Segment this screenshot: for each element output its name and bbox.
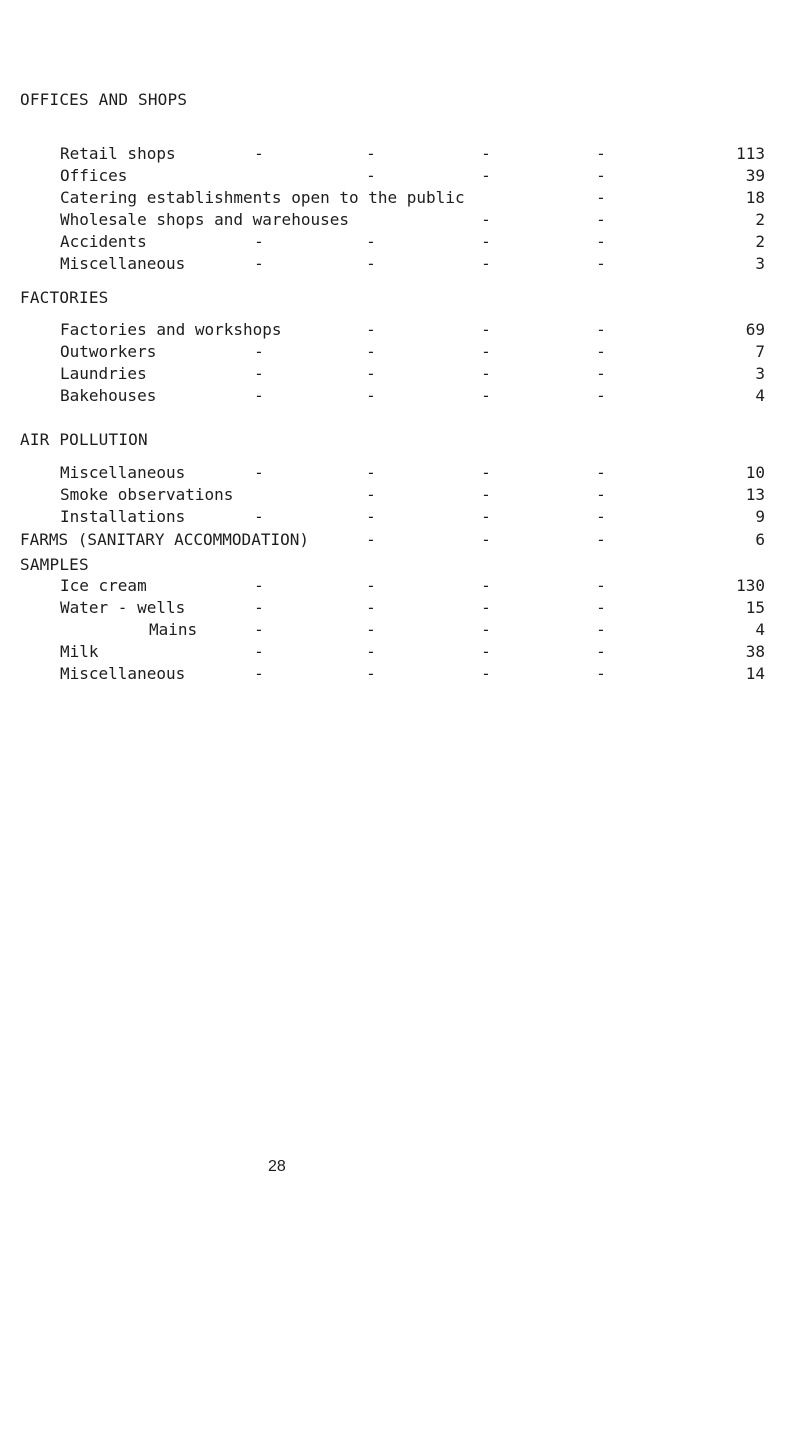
row-value: 4: [755, 386, 765, 405]
leader-dash: -: [254, 342, 264, 361]
leader-dash: -: [481, 576, 491, 595]
leader-dash: -: [481, 463, 491, 482]
list-item: [0, 210, 800, 230]
leader-dash: -: [254, 463, 264, 482]
leader-dash: -: [481, 166, 491, 185]
list-item: [0, 576, 800, 596]
leader-dash: -: [254, 386, 264, 405]
leader-dash: -: [254, 664, 264, 683]
leader-dash: -: [254, 144, 264, 163]
list-item: [0, 485, 800, 505]
list-item: [0, 254, 800, 274]
leader-dash: -: [481, 144, 491, 163]
leader-dash: -: [481, 507, 491, 526]
row-label: Water - wells: [60, 598, 186, 617]
leader-dash: -: [366, 620, 376, 639]
row-label: Miscellaneous: [60, 254, 186, 273]
row-label: Outworkers: [60, 342, 157, 361]
row-label: Offices: [60, 166, 128, 185]
leader-dash: -: [254, 364, 264, 383]
row-value: 7: [755, 342, 765, 361]
leader-dash: -: [596, 642, 606, 661]
row-label: Smoke observations: [60, 485, 234, 504]
leader-dash: -: [481, 232, 491, 251]
leader-dash: -: [481, 598, 491, 617]
leader-dash: -: [254, 254, 264, 273]
row-value: 3: [755, 254, 765, 273]
list-item: [0, 364, 800, 384]
row-label: Miscellaneous: [60, 664, 186, 683]
row-value: 18: [745, 188, 765, 207]
leader-dash: -: [596, 507, 606, 526]
leader-dash: -: [596, 188, 606, 207]
leader-dash: -: [366, 530, 376, 549]
row-label: Retail shops: [60, 144, 176, 163]
row-value: 4: [755, 620, 765, 639]
row-value: 14: [745, 664, 765, 683]
leader-dash: -: [596, 664, 606, 683]
leader-dash: -: [596, 342, 606, 361]
leader-dash: -: [366, 664, 376, 683]
leader-dash: -: [596, 530, 606, 549]
leader-dash: -: [366, 364, 376, 383]
leader-dash: -: [596, 386, 606, 405]
leader-dash: -: [596, 210, 606, 229]
leader-dash: -: [366, 642, 376, 661]
leader-dash: -: [366, 485, 376, 504]
leader-dash: -: [596, 485, 606, 504]
list-item: [0, 232, 800, 252]
list-item: [0, 166, 800, 186]
row-value: 38: [745, 642, 765, 661]
row-value: 15: [745, 598, 765, 617]
list-item: [0, 144, 800, 164]
row-value: 2: [755, 232, 765, 251]
leader-dash: -: [481, 320, 491, 339]
leader-dash: -: [366, 386, 376, 405]
row-label: Bakehouses: [60, 386, 157, 405]
row-value: 3: [755, 364, 765, 383]
leader-dash: -: [481, 386, 491, 405]
list-item: [0, 664, 800, 684]
row-label: Factories and workshops: [60, 320, 282, 339]
row-value: 39: [745, 166, 765, 185]
row-value: 6: [755, 530, 765, 549]
leader-dash: -: [366, 598, 376, 617]
row-label: Wholesale shops and warehouses: [60, 210, 349, 229]
row-label: Milk: [60, 642, 99, 661]
leader-dash: -: [366, 144, 376, 163]
page-number: 28: [268, 1158, 286, 1175]
list-item: [0, 342, 800, 362]
leader-dash: -: [254, 620, 264, 639]
leader-dash: -: [596, 166, 606, 185]
list-item: [0, 188, 800, 208]
row-value: 10: [745, 463, 765, 482]
leader-dash: -: [254, 576, 264, 595]
list-item: [0, 598, 800, 618]
row-label: Catering establishments open to the public: [60, 188, 465, 207]
leader-dash: -: [366, 232, 376, 251]
row-label: Installations: [60, 507, 186, 526]
leader-dash: -: [596, 364, 606, 383]
row-value: 130: [736, 576, 765, 595]
leader-dash: -: [366, 166, 376, 185]
leader-dash: -: [596, 463, 606, 482]
leader-dash: -: [254, 507, 264, 526]
leader-dash: -: [366, 507, 376, 526]
leader-dash: -: [366, 320, 376, 339]
section-heading-air-pollution: AIR POLLUTION: [20, 430, 148, 449]
list-item: [0, 507, 800, 527]
row-value: 2: [755, 210, 765, 229]
leader-dash: -: [366, 576, 376, 595]
leader-dash: -: [481, 642, 491, 661]
leader-dash: -: [254, 642, 264, 661]
leader-dash: -: [481, 664, 491, 683]
list-item: [0, 642, 800, 662]
leader-dash: -: [481, 364, 491, 383]
leader-dash: -: [596, 144, 606, 163]
list-item: [0, 463, 800, 483]
list-item: [0, 386, 800, 406]
leader-dash: -: [366, 254, 376, 273]
leader-dash: -: [481, 485, 491, 504]
row-label: Ice cream: [60, 576, 147, 595]
section-heading-factories: FACTORIES: [20, 288, 109, 307]
leader-dash: -: [596, 232, 606, 251]
row-label: Mains: [149, 620, 198, 639]
list-item: [0, 320, 800, 340]
list-item-farms: [0, 530, 800, 550]
leader-dash: -: [481, 210, 491, 229]
leader-dash: -: [481, 254, 491, 273]
leader-dash: -: [596, 254, 606, 273]
leader-dash: -: [596, 576, 606, 595]
row-label: Laundries: [60, 364, 147, 383]
leader-dash: -: [596, 598, 606, 617]
row-value: 69: [745, 320, 765, 339]
row-label: Accidents: [60, 232, 147, 251]
leader-dash: -: [596, 320, 606, 339]
leader-dash: -: [596, 620, 606, 639]
row-value: 9: [755, 507, 765, 526]
leader-dash: -: [481, 620, 491, 639]
section-heading-samples: SAMPLES: [20, 555, 89, 574]
list-item: [0, 620, 800, 640]
leader-dash: -: [366, 342, 376, 361]
row-value: 13: [745, 485, 765, 504]
row-label: Miscellaneous: [60, 463, 186, 482]
leader-dash: -: [366, 463, 376, 482]
row-value: 113: [736, 144, 765, 163]
row-label: FARMS (SANITARY ACCOMMODATION): [20, 530, 309, 549]
leader-dash: -: [254, 232, 264, 251]
leader-dash: -: [481, 530, 491, 549]
section-heading-offices-and-shops: OFFICES AND SHOPS: [20, 90, 188, 109]
leader-dash: -: [481, 342, 491, 361]
leader-dash: -: [254, 598, 264, 617]
